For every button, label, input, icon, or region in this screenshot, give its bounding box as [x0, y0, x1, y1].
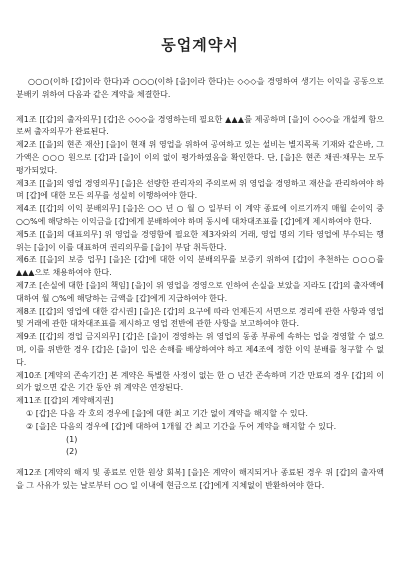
article-11-item-2: ② [을]은 다음의 경우에 [갑]에 대하여 1개월 간 최고 기간을 두어 계약을 해지할 수 있다.	[26, 421, 337, 431]
article-12: 제12조 [계약의 해지 및 종료로 인한 원상 회복] [을]은 계약이 해지되거나 종료된 경우 위 [갑]의 출자액을 그 사유가 있는 날로부터 ○○ 일 이내에 현금으로 [갑]에게 지체없이 반환하여야 한다.	[16, 468, 384, 490]
article-3: 제3조 [[을]의 영업 경영의무] [을]은 선량한 관리자의 주의로써 위 영업을 경영하고 재산을 관리하여야 하며 [갑]에 대한 모든 의무를 성실히 이행하여야 한다.	[16, 178, 384, 201]
article-7: 제7조 [손실에 대한 [을]의 책임] [을]이 위 영업을 경영으로 인하여 손실을 보았을 지라도 [갑]의 출자액에 대하여 월 ○%에 해당하는 금액을 [갑]에게 지급하여야 한다.	[16, 280, 384, 303]
articles-section	[16, 114, 384, 493]
spacer	[16, 459, 384, 467]
article-11-subitem-2: (2)	[66, 447, 78, 457]
document-title: 동업계약서	[161, 36, 239, 54]
article-4: 제4조 [[갑]의 이익 분배의무] [을]은 ○○ 년 ○ 월 ○ 일부터 이 계약 종료에 이르기까지 매월 순이익 중 ○○%에 해당하는 이익금을 [갑]에게 분배하여야 하며 동시에 대차대조표를 [갑]에게 제시하여야 한다.	[16, 204, 384, 226]
article-11-item-1: ① [갑]은 다음 각 호의 경우에 [을]에 대한 최고 기간 없이 계약을 해지할 수 있다.	[26, 408, 308, 418]
intro-section	[16, 76, 384, 102]
article-11-heading: 제11조 [[갑]의 계약해지권]	[16, 396, 114, 406]
article-8: 제8조 [[갑]의 영업에 대한 감시권] [을]은 [갑]의 요구에 따라 언제든지 서면으로 경리에 관한 사항과 영업 및 거래에 관한 대차대조표를 제시하고 영업 전반에 관한 사항을 보고하여야 한다.	[16, 306, 384, 329]
article-10: 제10조 [계약의 존속기간] 본 계약은 특별한 사정이 없는 한 ○ 년간 존속하며 기간 만료의 경우 [갑]의 이의가 없으면 같은 기간 동안 위 계약은 연장된다.	[16, 370, 384, 393]
article-9: 제9조 [[갑]의 경업 금지의무] [갑]은 [을]이 경영하는 위 영업의 동종 부류에 속하는 업을 경영할 수 없으며, 이를 위반한 경우 [갑]은 [을]이 입은 손해를 배상하여야 하고 제4조에 정한 이익 분배를 청구할 수 없다.	[16, 332, 384, 367]
spacer	[16, 102, 384, 114]
intro-paragraph: ○○○(이하 [갑]이라 한다)과 ○○○(이하 [을]이라 한다)는 ◇◇◇을 경영하여 생기는 이익을 공동으로 분배키 위하여 다음과 같은 계약을 체결한다.	[16, 77, 384, 99]
article-6: 제6조 [[을]의 보증 업무] [을]은 [갑]에 대한 이익 분배의무를 보증키 위하여 [갑]이 추천하는 ○○○를 ▲▲▲으로 채용하여야 한다.	[16, 255, 384, 278]
article-2: 제2조 [[을]의 현존 재산] [을]이 현재 위 영업을 위하여 공여하고 있는 설비는 별지목록 기재와 같은바, 그 가액은 ○○○ 원으로 [갑]과 [을]이 이의 없이 평가하였음을 확인한다. 단, [을]은 현존 채권·채무는 모두 평가되었다.	[16, 140, 384, 175]
article-1: 제1조 [[갑]의 출자의무] [갑]은 ◇◇◇을 경영하는데 필요한 ▲▲▲를 제공하며 [을]이 ◇◇◇을 개설케 함으로써 출자의무가 완료된다.	[16, 114, 384, 137]
article-5: 제5조 [[을]의 대표의무] 위 영업을 경영함에 필요한 제3자와의 거래, 영업 명의 기타 영업에 부수되는 행위는 [을]이 이를 대표하며 권리의무를 [을]이 부담 취득한다.	[16, 229, 384, 252]
article-11-subitem-1: (1)	[66, 434, 78, 444]
